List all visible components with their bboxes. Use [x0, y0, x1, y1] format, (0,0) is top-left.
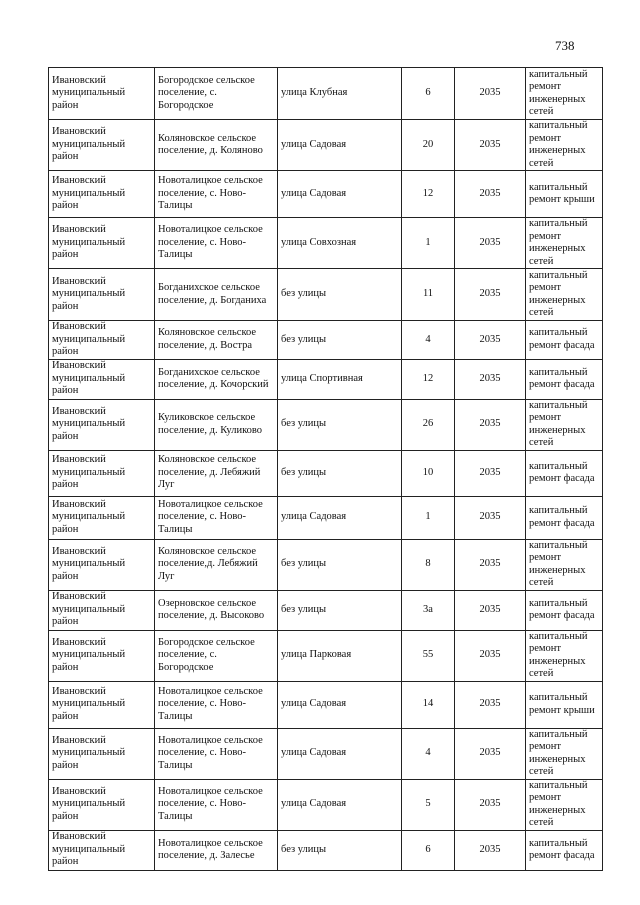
page-number: 738	[555, 38, 575, 53]
cell-house: 8	[402, 539, 455, 590]
cell-street: улица Парковая	[278, 630, 402, 681]
cell-district: Ивановский муниципальный район	[49, 539, 155, 590]
table-row	[49, 269, 603, 321]
cell-district: Ивановский муниципальный район	[49, 218, 155, 269]
cell-year: 2035	[455, 359, 526, 399]
cell-year: 2035	[455, 590, 526, 630]
cell-year: 2035	[455, 450, 526, 496]
table-row	[49, 539, 603, 590]
cell-street: без улицы	[278, 830, 402, 870]
cell-settlement: Богданихское сельское поселение, д. Кочорский	[155, 359, 278, 399]
cell-year: 2035	[455, 539, 526, 590]
cell-house: 1	[402, 496, 455, 539]
cell-settlement: Коляновское сельское поселение, д. Коляново	[155, 120, 278, 171]
cell-work: капитальный ремонт фасада	[526, 321, 603, 360]
cell-house: 1	[402, 218, 455, 269]
cell-settlement: Новоталицкое сельское поселение, с. Ново-Талицы	[155, 779, 278, 830]
cell-district: Ивановский муниципальный район	[49, 399, 155, 450]
housing-repair-table	[48, 67, 603, 871]
cell-year: 2035	[455, 496, 526, 539]
cell-work: капитальный ремонт фасада	[526, 590, 603, 630]
cell-house: 12	[402, 359, 455, 399]
cell-work: капитальный ремонт инженерных сетей	[526, 728, 603, 779]
table-row	[49, 321, 603, 360]
cell-settlement: Новоталицкое сельское поселение, с. Ново-Талицы	[155, 171, 278, 218]
cell-year: 2035	[455, 68, 526, 120]
cell-settlement: Озерновское сельское поселение, д. Высоково	[155, 590, 278, 630]
cell-street: без улицы	[278, 321, 402, 360]
cell-work: капитальный ремонт фасада	[526, 359, 603, 399]
cell-year: 2035	[455, 779, 526, 830]
cell-year: 2035	[455, 218, 526, 269]
cell-house: 4	[402, 321, 455, 360]
cell-settlement: Новоталицкое сельское поселение, с. Ново-Талицы	[155, 496, 278, 539]
table-row	[49, 630, 603, 681]
cell-street: улица Садовая	[278, 681, 402, 728]
cell-work: капитальный ремонт инженерных сетей	[526, 539, 603, 590]
cell-settlement: Богородское сельское поселение, с. Богородское	[155, 68, 278, 120]
cell-work: капитальный ремонт инженерных сетей	[526, 779, 603, 830]
cell-district: Ивановский муниципальный район	[49, 450, 155, 496]
cell-settlement: Новоталицкое сельское поселение, с. Ново-Талицы	[155, 218, 278, 269]
table-row	[49, 218, 603, 269]
cell-work: капитальный ремонт крыши	[526, 681, 603, 728]
cell-house: 3а	[402, 590, 455, 630]
cell-district: Ивановский муниципальный район	[49, 269, 155, 321]
cell-house: 6	[402, 830, 455, 870]
table-row	[49, 728, 603, 779]
cell-street: улица Садовая	[278, 171, 402, 218]
cell-house: 6	[402, 68, 455, 120]
cell-district: Ивановский муниципальный район	[49, 68, 155, 120]
cell-district: Ивановский муниципальный район	[49, 120, 155, 171]
cell-settlement: Коляновское сельское поселение, д. Лебяжий Луг	[155, 450, 278, 496]
cell-settlement: Новоталицкое сельское поселение, с. Ново-Талицы	[155, 728, 278, 779]
cell-street: без улицы	[278, 450, 402, 496]
table-body	[49, 68, 603, 871]
cell-street: улица Клубная	[278, 68, 402, 120]
cell-year: 2035	[455, 728, 526, 779]
cell-street: улица Садовая	[278, 120, 402, 171]
cell-street: улица Садовая	[278, 779, 402, 830]
cell-work: капитальный ремонт инженерных сетей	[526, 218, 603, 269]
table-row	[49, 68, 603, 120]
cell-district: Ивановский муниципальный район	[49, 681, 155, 728]
cell-work: капитальный ремонт инженерных сетей	[526, 68, 603, 120]
cell-year: 2035	[455, 321, 526, 360]
cell-settlement: Коляновское сельское поселение, д. Востра	[155, 321, 278, 360]
cell-street: улица Садовая	[278, 728, 402, 779]
cell-street: без улицы	[278, 269, 402, 321]
cell-settlement: Богданихское сельское поселение, д. Богданиха	[155, 269, 278, 321]
cell-district: Ивановский муниципальный район	[49, 590, 155, 630]
cell-district: Ивановский муниципальный район	[49, 779, 155, 830]
table-row	[49, 830, 603, 870]
cell-work: капитальный ремонт фасада	[526, 450, 603, 496]
cell-district: Ивановский муниципальный район	[49, 359, 155, 399]
table-row	[49, 590, 603, 630]
cell-district: Ивановский муниципальный район	[49, 496, 155, 539]
cell-work: капитальный ремонт инженерных сетей	[526, 399, 603, 450]
cell-year: 2035	[455, 681, 526, 728]
cell-street: без улицы	[278, 539, 402, 590]
cell-district: Ивановский муниципальный район	[49, 630, 155, 681]
cell-district: Ивановский муниципальный район	[49, 321, 155, 360]
table-row	[49, 171, 603, 218]
cell-house: 26	[402, 399, 455, 450]
table-row	[49, 450, 603, 496]
cell-settlement: Новоталицкое сельское поселение, д. Залесье	[155, 830, 278, 870]
cell-settlement: Новоталицкое сельское поселение, с. Ново-Талицы	[155, 681, 278, 728]
cell-district: Ивановский муниципальный район	[49, 728, 155, 779]
cell-work: капитальный ремонт инженерных сетей	[526, 120, 603, 171]
cell-street: улица Совхозная	[278, 218, 402, 269]
table-row	[49, 496, 603, 539]
cell-settlement: Богородское сельское поселение, с. Богородское	[155, 630, 278, 681]
cell-house: 14	[402, 681, 455, 728]
cell-year: 2035	[455, 830, 526, 870]
cell-house: 55	[402, 630, 455, 681]
cell-year: 2035	[455, 269, 526, 321]
cell-work: капитальный ремонт крыши	[526, 171, 603, 218]
cell-work: капитальный ремонт инженерных сетей	[526, 269, 603, 321]
cell-house: 4	[402, 728, 455, 779]
cell-house: 5	[402, 779, 455, 830]
cell-district: Ивановский муниципальный район	[49, 171, 155, 218]
cell-work: капитальный ремонт фасада	[526, 830, 603, 870]
cell-work: капитальный ремонт инженерных сетей	[526, 630, 603, 681]
cell-year: 2035	[455, 630, 526, 681]
cell-street: улица Спортивная	[278, 359, 402, 399]
cell-work: капитальный ремонт фасада	[526, 496, 603, 539]
cell-house: 12	[402, 171, 455, 218]
cell-house: 11	[402, 269, 455, 321]
cell-year: 2035	[455, 120, 526, 171]
cell-street: без улицы	[278, 590, 402, 630]
table-row	[49, 399, 603, 450]
cell-district: Ивановский муниципальный район	[49, 830, 155, 870]
cell-year: 2035	[455, 399, 526, 450]
table-row	[49, 120, 603, 171]
cell-street: улица Садовая	[278, 496, 402, 539]
table-row	[49, 681, 603, 728]
cell-settlement: Коляновское сельское поселение,д. Лебяжий Луг	[155, 539, 278, 590]
cell-house: 10	[402, 450, 455, 496]
table-row	[49, 359, 603, 399]
cell-year: 2035	[455, 171, 526, 218]
cell-house: 20	[402, 120, 455, 171]
cell-settlement: Куликовское сельское поселение, д. Куликово	[155, 399, 278, 450]
cell-street: без улицы	[278, 399, 402, 450]
table-row	[49, 779, 603, 830]
